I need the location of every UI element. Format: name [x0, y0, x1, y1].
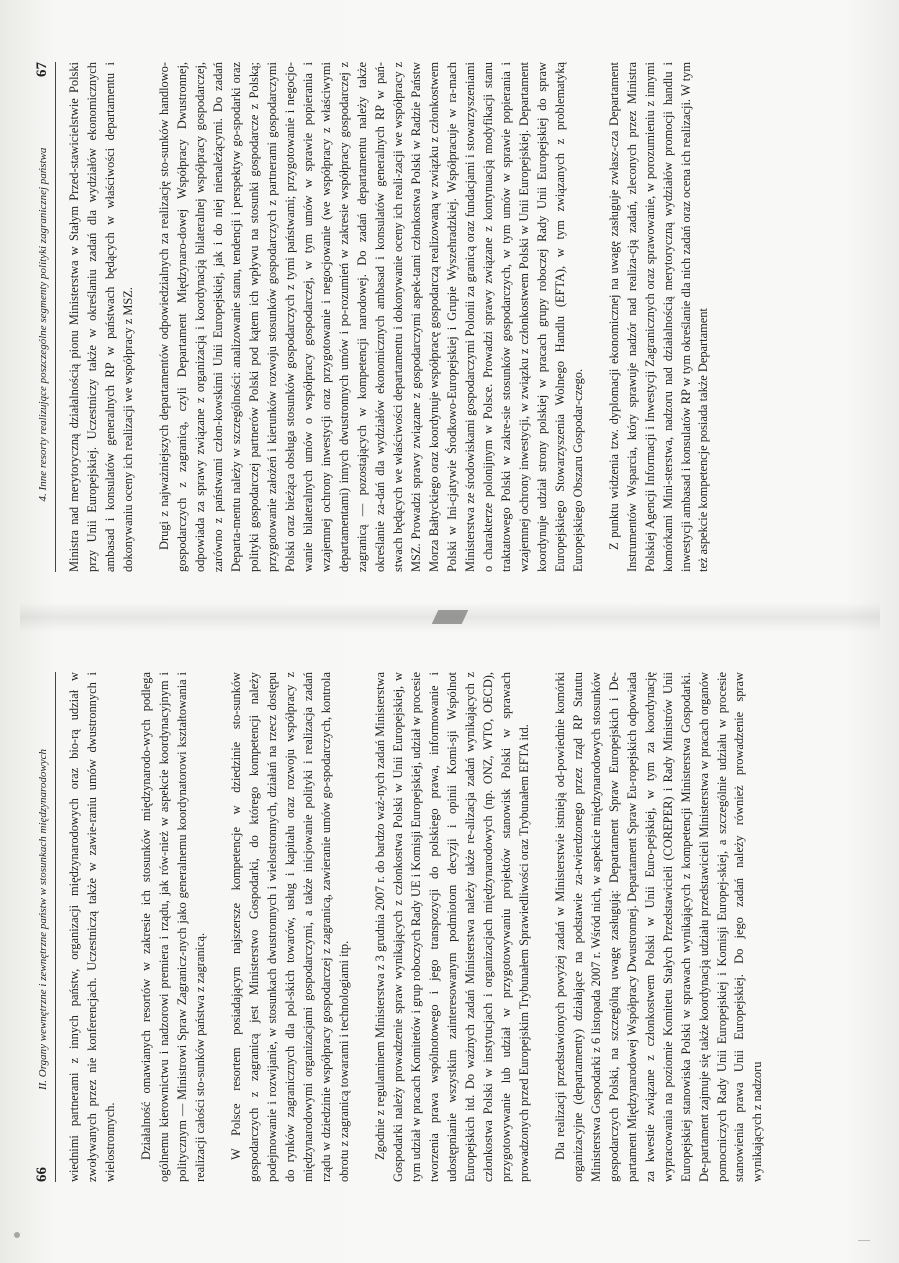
- right-paragraph: Ministra nad merytoryczną działalnością pionu Ministerstwa w Stałym Przed-stawicielstwie Polski przy Unii Europejskiej. Uczestniczy także w określaniu zadań dla wydziałów ekonomicznych ambasad i konsulatów generalnych RP w państwach będących w właściwości departamentu i dokonywaniu oceny ich realizacji we współpracy z MSZ.: [66, 61, 135, 572]
- right-paragraph: Drugi z najważniejszych departamentów odpowiedzialnych za realizację sto-sunków handlowo-gospodarczych z zagranicą, czyli Departament Międzynaro-dowej Współpracy Dwustronnej, odpowiada za sprawy związane z organizacją i koordynacją bilateralnej współpracy gospodarczej, zarówno z państwami człon-kowskimi Unii Europejskiej, jak i do niej nienależącymi. Do zadań Departa-mentu należy w szczególności: analizowanie stanu, tendencji i perspektyw go-spodarki oraz polityki gospodarczej partnerów Polski pod kątem ich wpływu na stosunki gospodarcze z Polską; przygotowanie założeń i kierunków rozwoju stosunków gospodarczych z partnerami gospodarczymi Polski oraz bieżąca obsługa stosunków gospodarczych z tymi państwami; przygotowanie i negocjo-wanie bilateralnych umów o współpracy gospodarczej, w tym umów w sprawie popierania i wzajemnej ochrony inwestycji oraz przygotowanie i negocjowanie (we współpracy z właściwymi departamentami) innych dwustronnych umów i po-rozumień w zakresie współpracy gospodarczej z zagranicą — pozostających w kompetencji narodowej. Do zadań departamentu należy także określanie za-dań dla wydziałów ekonomicznych ambasad i konsulatów generalnych RP w pań-stwach będących we właściwości departamentu i dokonywanie oceny ich reali-zacji we współpracy z MSZ. Prowadzi sprawy związane z gospodarczymi aspek-tami członkostwa Polski w Radzie Państw Morza Bałtyckiego oraz koordynuje współpracę gospodarczą realizowaną w związku z członkostwem Polski w Ini-cjatywie Środkowo-Europejskiej i Grupie Wyszehradzkiej. Współpracuje w ra-mach Ministerstwa ze środowiskami gospodarczymi Polonii za granicą oraz fundacjami i stowarzyszeniami o charakterze polonijnym w Polsce. Prowadzi sprawy związane z kontynuacją modyfikacji stanu traktatowego Polski w zakre-sie stosunków gospodarczych, w tym umów w sprawie popierania i wzajemnej ochrony inwestycji, w związku z członkostwem Polski w Unii Europejskiej. Departament koordynuje udział strony polskiej w pracach grupy roboczej Rady Unii Europejskiej do spraw Europejskiego Stowarzyszenia Wolnego Handlu (EFTA), w tym związanych z problematyką Europejskiego Obszaru Gospodar-czego.: [156, 61, 585, 572]
- left-paragraph: Działalność omawianych resortów w zakresie ich stosunków międzynarodo-wych podlega ogólnemu kierownictwu i nadzorowi premiera i rządu, jak rów-nież w aspekcie koordynacyjnym i politycznym — Ministrowi Spraw Zagranicz-nych jako generalnemu koordynatorowi kształtowania i realizacji całości sto-sunków państwa z zagranicą.: [138, 671, 207, 1182]
- left-paragraph: Dla realizacji przedstawionych powyżej zadań w Ministerstwie istnieją od-powiednie komórki organizacyjne (departamenty) działające na podstawie za-twierdzonego przez rząd RP Statutu Ministerstwa Gospodarki z 6 listopada 2007 r. Wśród nich, w aspekcie międzynarodowych stosunków gospodarczych Polski, na szczególną uwagę zasługują: Departament Spraw Europejskich i De-partament Międzynarodowej Współpracy Dwustronnej. Departament Spraw Eu-ropejskich odpowiada za kwestie związane z członkostwem Polski w Unii Euro-pejskiej, w tym za koordynację wypracowania na poziomie Komitetu Stałych Przedstawicieli (COREPER) i Rady Ministrów Unii Europejskiej stanowiska Polski w sprawach wynikających z kompetencji Ministerstwa Gospodarki. De-partament zajmuje się także koordynacją udziału przedstawicieli Ministerstwa w pracach organów pomocniczych Rady Unii Europejskiej i Komisji Europej-skiej, a szczególnie udziału w procesie stanowienia prawa Unii Europejskiej. Do jego zadań należy również prowadzenie spraw wynikających z nadzoru: [552, 671, 764, 1182]
- right-running-head: [20, 62, 56, 572]
- left-page: [20, 642, 880, 1212]
- left-paragraph: W Polsce resortem posiadającym najszersze kompetencje w dziedzinie sto-sunków gospodarczych z zagranicą jest Ministerstwo Gospodarki, do którego kompetencji należy podejmowanie i rozwijanie, w stosunkach dwustronnych i wielostronnych, działań na rzecz dostępu do rynków zagranicznych dla pol-skich towarów, usług i kapitału oraz rozwoju współpracy z międzynarodowymi organizacjami gospodarczymi, a także inicjowanie polityki i realizacja zadań rządu w dziedzinie współpracy gospodarczej z zagranicą, zawieranie umów go-spodarczych, kontrola obrotu z zagranicą towarami i technologiami itp.: [228, 671, 351, 1182]
- left-running-head: [20, 672, 56, 1182]
- left-paragraph: wiednimi partnerami z innych państw, organizacji międzynarodowych oraz bio-rą udział w zwoływanych przez nie konferencjach. Uczestniczą także w zawie-raniu umów dwustronnych i wielostronnych.: [66, 671, 117, 1182]
- book-spread: [20, 32, 880, 1232]
- left-page-number: 66: [33, 1166, 50, 1182]
- left-paragraph: Zgodnie z regulaminem Ministerstwa z 3 grudnia 2007 r. do bardzo waż-nych zadań Ministerstwa Gospodarki należy prowadzenie spraw wynikających z członkostwa Polski w Unii Europejskiej, w tym udział w pracach Komitetów i grup roboczych Rady UE i Komisji Europejskiej, udział w procesie tworzenia prawa wspólnotowego i jego transpozycji do polskiego prawa, informowanie i udostępnianie wszystkim zainteresowanym podmiotom decyzji i opinii Komi-sji Wspólnot Europejskich itd. Do ważnych zadań Ministerstwa należy także re-alizacja zadań wynikających z członkostwa Polski w instytucjach i organizacjach międzynarodowych (np. ONZ, WTO, OECD), przygotowywanie lub udział w przygotowywaniu projektów stanowisk Polski w sprawach prowadzonych przed Europejskim Trybunałem Sprawiedliwości oraz Trybunałem EFTA itd.: [372, 671, 531, 1182]
- scan-speck: [14, 1232, 20, 1238]
- gutter-shadow-mark: [431, 610, 468, 624]
- scan-edge-mark: [858, 1240, 870, 1241]
- right-running-head-text: 4. Inne resorty realizujące poszczególne segmenty polityki zagranicznej państwa: [36, 147, 49, 501]
- left-running-head-text: II. Organy wewnętrzne i zewnętrzne państw w stosunkach międzynarodowych: [36, 748, 49, 1090]
- right-page-number: 67: [33, 61, 50, 77]
- right-paragraph: Z punktu widzenia tzw. dyplomacji ekonomicznej na uwagę zasługuje zwłasz-cza Departament Instrumentów Wsparcia, który sprawuje nadzór nad realiza-cją zadań, zleconych przez Ministra Polskiej Agencji Informacji i Inwestycji Zagranicznych oraz sprawowanie, w porozumieniu z innymi komórkami Mini-sterstwa, nadzoru nad działalnością merytoryczną wydziałów promocji handlu i inwestycji ambasad i konsulatów RP w tym określanie dla nich zadań oraz ocena ich realizacji. W tym też aspekcie kompetencje posiada także Departament: [606, 61, 710, 572]
- right-page: [20, 32, 880, 602]
